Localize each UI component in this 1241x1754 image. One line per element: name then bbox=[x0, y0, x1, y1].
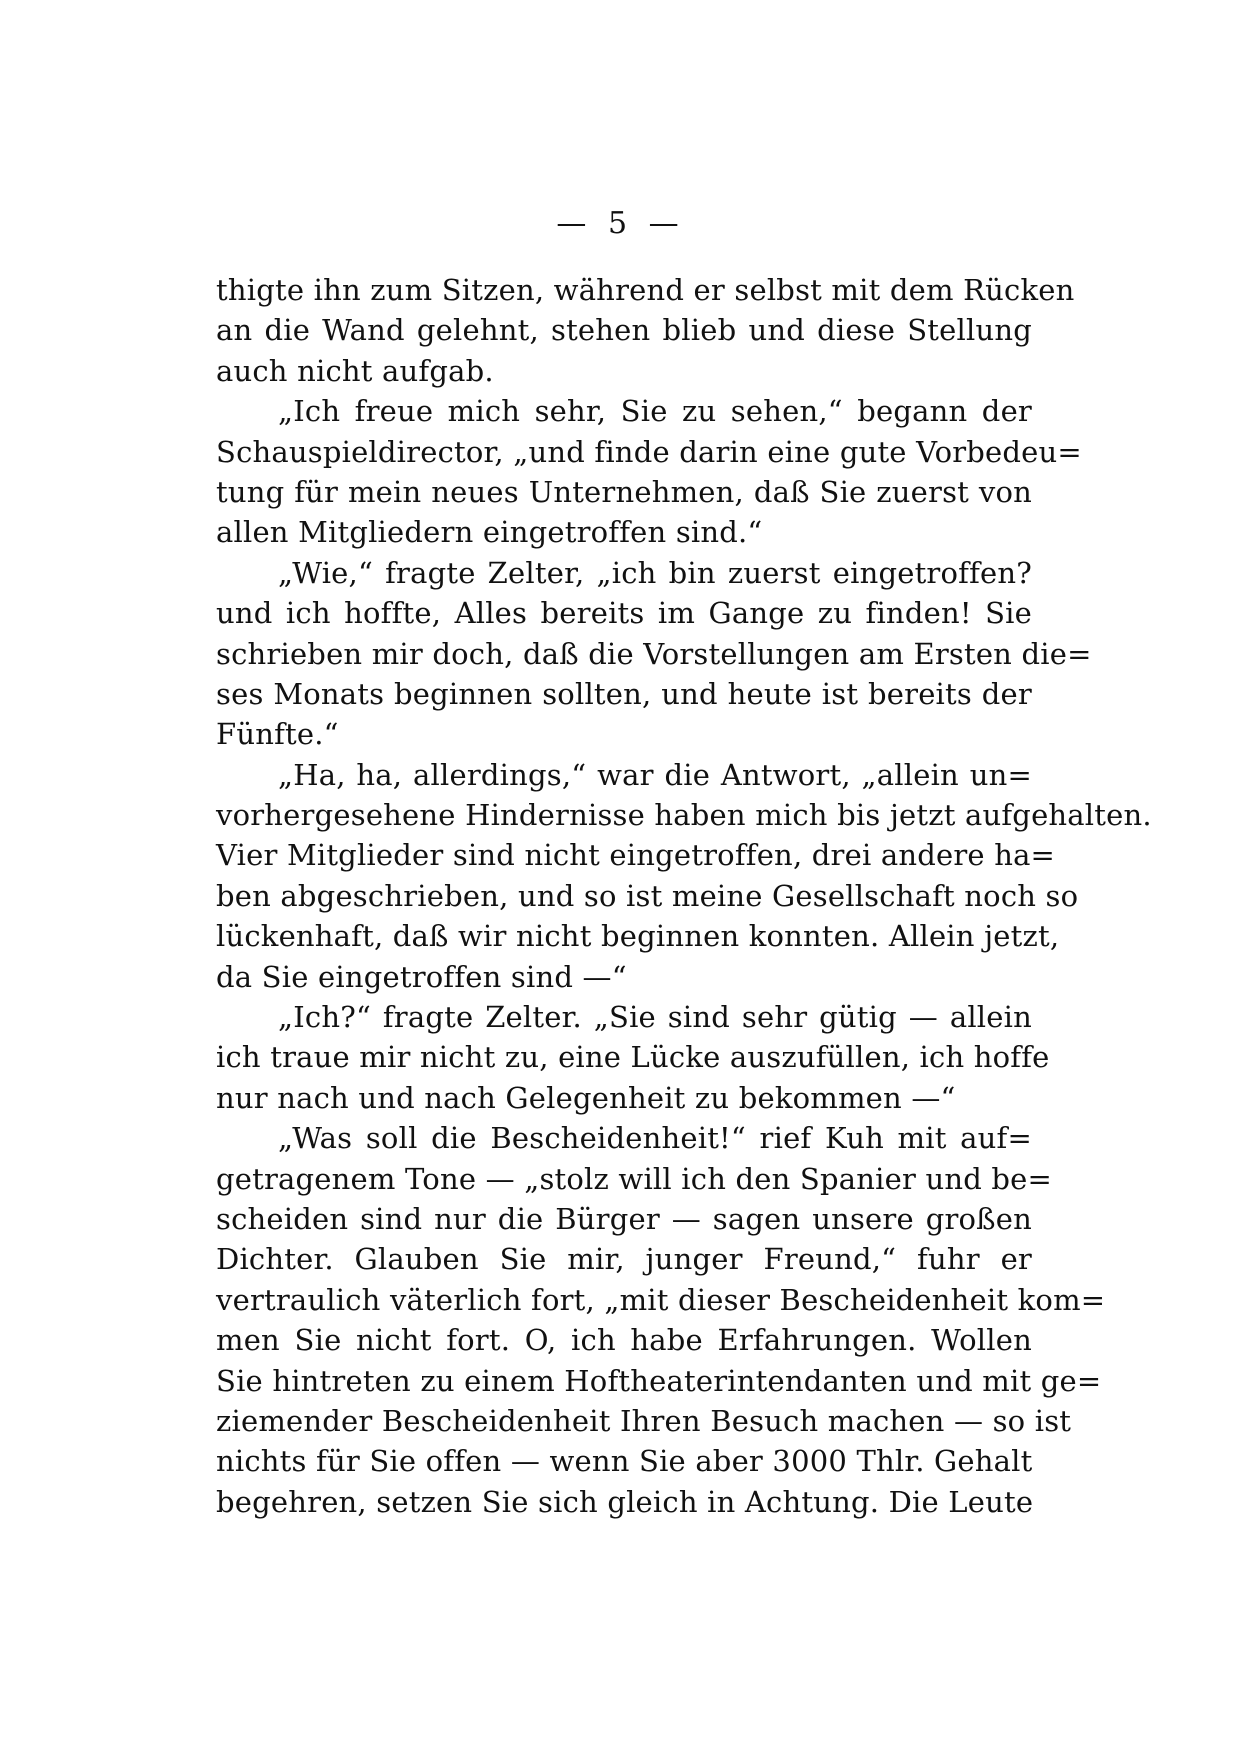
text-line: Sie hintreten zu einem Hoftheaterintendanten und mit ge= bbox=[216, 1363, 1102, 1398]
text-line: vertraulich väterlich fort, „mit dieser Bescheidenheit kom= bbox=[216, 1282, 1106, 1317]
text-line: „Ha, ha, allerdings,“ war die Antwort, „allein un= bbox=[278, 757, 1032, 792]
page-number: — 5 — bbox=[556, 206, 685, 241]
text-line: tung für mein neues Unternehmen, daß Sie zuerst von bbox=[216, 474, 1032, 509]
text-line: ses Monats beginnen sollten, und heute ist bereits der bbox=[216, 676, 1032, 711]
text-line: nur nach und nach Gelegenheit zu bekommen —“ bbox=[216, 1080, 956, 1115]
text-line: Dichter. Glauben Sie mir, junger Freund,“ fuhr er bbox=[216, 1242, 1032, 1277]
text-line: auch nicht aufgab. bbox=[216, 353, 494, 388]
text-line: da Sie eingetroffen sind —“ bbox=[216, 959, 627, 994]
text-line: Vier Mitglieder sind nicht eingetroffen, drei andere ha= bbox=[216, 838, 1056, 873]
text-line: men Sie nicht fort. O, ich habe Erfahrungen. Wollen bbox=[216, 1323, 1032, 1358]
text-line: an die Wand gelehnt, stehen blieb und diese Stellung bbox=[216, 313, 1032, 348]
text-line: ziemender Bescheidenheit Ihren Besuch machen — so ist bbox=[216, 1403, 1072, 1438]
body-text bbox=[216, 270, 1152, 1522]
text-line: „Wie,“ fragte Zelter, „ich bin zuerst eingetroffen? bbox=[278, 555, 1032, 590]
text-line: vorhergesehene Hindernisse haben mich bis jetzt aufgehalten. bbox=[216, 798, 1152, 833]
text-line: thigte ihn zum Sitzen, während er selbst mit dem Rücken bbox=[216, 273, 1075, 307]
text-line: Schauspieldirector, „und finde darin eine gute Vorbedeu= bbox=[216, 434, 1082, 469]
text-line: schrieben mir doch, daß die Vorstellungen am Ersten die= bbox=[216, 636, 1092, 671]
text-line: begehren, setzen Sie sich gleich in Achtung. Die Leute bbox=[216, 1484, 1034, 1519]
text-line: lückenhaft, daß wir nicht beginnen konnten. Allein jetzt, bbox=[216, 919, 1060, 954]
text-line: und ich hoffte, Alles bereits im Gange zu finden! Sie bbox=[216, 596, 1032, 631]
text-line: scheiden sind nur die Bürger — sagen unsere großen bbox=[216, 1201, 1032, 1236]
text-line: ben abgeschrieben, und so ist meine Gesellschaft noch so bbox=[216, 878, 1079, 913]
text-line: „Ich?“ fragte Zelter. „Sie sind sehr gütig — allein bbox=[278, 1000, 1032, 1035]
text-line: „Ich freue mich sehr, Sie zu sehen,“ begann der bbox=[278, 394, 1032, 429]
text-line: nichts für Sie offen — wenn Sie aber 3000 Thlr. Gehalt bbox=[216, 1444, 1033, 1479]
text-line: ich traue mir nicht zu, eine Lücke auszufüllen, ich hoffe bbox=[216, 1040, 1050, 1075]
text-line: getragenem Tone — „stolz will ich den Spanier und be= bbox=[216, 1161, 1053, 1196]
text-line: „Was soll die Bescheidenheit!“ rief Kuh mit auf= bbox=[278, 1121, 1032, 1156]
text-line: allen Mitgliedern eingetroffen sind.“ bbox=[216, 515, 763, 550]
text-line: Fünfte.“ bbox=[216, 717, 339, 752]
